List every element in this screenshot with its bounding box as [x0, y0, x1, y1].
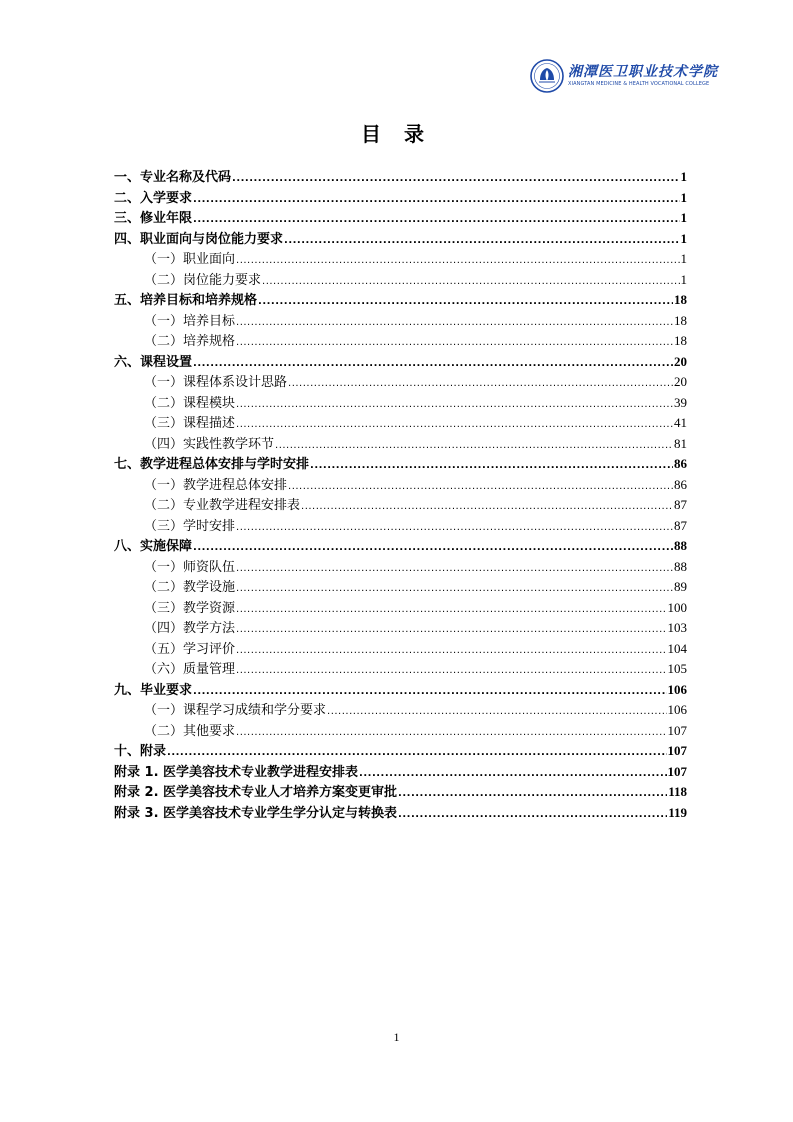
toc-entry-page: 18: [674, 333, 687, 348]
toc-dot-leader: [236, 563, 673, 574]
toc-entry-page: 105: [667, 661, 687, 676]
toc-dot-leader: [167, 747, 666, 758]
toc-entry-page: 86: [674, 456, 687, 471]
toc-entry-label: （三）课程描述: [144, 416, 236, 431]
toc-dot-leader: [236, 665, 666, 676]
toc-subsection-entry[interactable]: [114, 515, 687, 536]
toc-entry-page: 1: [680, 271, 687, 287]
toc-dot-leader: [236, 624, 666, 635]
toc-subsection-entry[interactable]: [114, 699, 687, 720]
table-of-contents: [114, 166, 687, 822]
toc-entry-label: （四）实践性教学环节: [144, 436, 275, 452]
toc-entry-page: 20: [674, 374, 687, 389]
toc-dot-leader: [288, 481, 673, 492]
toc-entry-label: （一）课程体系设计思路: [144, 375, 288, 390]
toc-dot-leader: [310, 460, 673, 471]
toc-entry-page: 88: [674, 538, 687, 553]
toc-entry-label: （二）教学设施: [144, 580, 236, 595]
toc-dot-leader: [398, 788, 667, 799]
toc-entry-page: 86: [674, 476, 687, 492]
toc-dot-leader: [236, 419, 673, 430]
toc-entry-page: 20: [674, 353, 687, 369]
logo-chinese-name: 湘潭医卫职业技术学院: [568, 64, 718, 80]
toc-entry-label: （二）专业教学进程安排表: [144, 498, 301, 513]
toc-entry-page: 39: [674, 394, 687, 410]
toc-subsection-entry[interactable]: [114, 433, 687, 454]
toc-entry-page: 18: [674, 292, 687, 307]
toc-entry-page: 1: [680, 169, 687, 184]
toc-entry-label: 附录 1. 医学美容技术专业教学进程安排表: [114, 764, 359, 780]
toc-dot-leader: [193, 542, 673, 553]
toc-entry-page: 1: [680, 189, 687, 205]
toc-section-entry[interactable]: [114, 351, 687, 372]
toc-subsection-entry[interactable]: [114, 310, 687, 331]
toc-entry-page: 106: [667, 681, 687, 697]
toc-entry-label: 十、附录: [114, 744, 167, 759]
toc-entry-page: 106: [667, 702, 687, 717]
toc-entry-page: 1: [680, 230, 687, 246]
toc-entry-label: （二）课程模块: [144, 395, 236, 411]
toc-entry-label: （一）课程学习成绩和学分要求: [144, 703, 327, 718]
toc-entry-page: 107: [667, 722, 687, 738]
toc-section-entry[interactable]: [114, 802, 687, 823]
toc-dot-leader: [327, 706, 666, 717]
toc-dot-leader: [236, 645, 666, 656]
toc-entry-label: （二）其他要求: [144, 723, 236, 739]
toc-entry-label: 一、专业名称及代码: [114, 170, 232, 185]
toc-dot-leader: [236, 255, 679, 266]
toc-entry-label: 二、入学要求: [114, 190, 193, 206]
toc-entry-label: 八、实施保障: [114, 539, 193, 554]
toc-entry-label: （一）培养目标: [144, 313, 236, 329]
toc-entry-page: 41: [674, 415, 687, 430]
toc-section-entry[interactable]: [114, 535, 687, 556]
college-logo: [530, 58, 718, 94]
toc-dot-leader: [288, 378, 673, 389]
toc-subsection-entry[interactable]: [114, 617, 687, 638]
page-number: 1: [393, 1030, 400, 1044]
toc-subsection-entry[interactable]: [114, 371, 687, 392]
toc-subsection-entry[interactable]: [114, 474, 687, 495]
toc-section-entry[interactable]: [114, 781, 687, 802]
toc-entry-label: （二）岗位能力要求: [144, 272, 262, 288]
toc-dot-leader: [236, 522, 673, 533]
toc-subsection-entry[interactable]: [114, 720, 687, 741]
toc-entry-page: 100: [667, 599, 687, 615]
toc-section-entry[interactable]: [114, 207, 687, 228]
toc-subsection-entry[interactable]: [114, 494, 687, 515]
toc-section-entry[interactable]: [114, 761, 687, 782]
toc-section-entry[interactable]: [114, 228, 687, 249]
toc-section-entry[interactable]: [114, 453, 687, 474]
toc-dot-leader: [236, 727, 666, 738]
toc-entry-page: 103: [667, 620, 687, 635]
toc-section-entry[interactable]: [114, 740, 687, 761]
toc-subsection-entry[interactable]: [114, 597, 687, 618]
toc-dot-leader: [359, 768, 666, 779]
toc-subsection-entry[interactable]: [114, 556, 687, 577]
toc-entry-page: 118: [668, 784, 687, 799]
toc-entry-page: 1: [680, 251, 687, 266]
toc-entry-label: 七、教学进程总体安排与学时安排: [114, 457, 310, 472]
toc-section-entry[interactable]: [114, 289, 687, 310]
toc-entry-label: （三）学时安排: [144, 518, 236, 534]
toc-entry-page: 107: [667, 763, 687, 779]
toc-section-entry[interactable]: [114, 187, 687, 208]
toc-entry-page: 81: [674, 435, 687, 451]
toc-dot-leader: [262, 276, 679, 287]
toc-subsection-entry[interactable]: [114, 248, 687, 269]
toc-entry-page: 18: [674, 312, 687, 328]
toc-entry-label: 六、课程设置: [114, 354, 193, 370]
toc-dot-leader: [193, 686, 666, 697]
toc-entry-label: （一）教学进程总体安排: [144, 477, 288, 493]
page-title: 目 录: [361, 122, 432, 146]
toc-entry-page: 104: [667, 640, 687, 656]
toc-entry-label: 附录 3. 医学美容技术专业学生学分认定与转换表: [114, 805, 398, 821]
toc-entry-page: 89: [674, 579, 687, 594]
toc-entry-label: 九、毕业要求: [114, 682, 193, 698]
toc-subsection-entry[interactable]: [114, 658, 687, 679]
toc-entry-page: 119: [668, 804, 687, 820]
toc-subsection-entry[interactable]: [114, 412, 687, 433]
toc-subsection-entry[interactable]: [114, 638, 687, 659]
toc-dot-leader: [236, 399, 673, 410]
toc-dot-leader: [275, 440, 673, 451]
toc-dot-leader: [236, 583, 673, 594]
toc-entry-label: （五）学习评价: [144, 641, 236, 657]
toc-entry-label: （一）师资队伍: [144, 559, 236, 575]
toc-subsection-entry[interactable]: [114, 330, 687, 351]
toc-entry-label: （四）教学方法: [144, 621, 236, 636]
toc-entry-page: 1: [680, 210, 687, 225]
toc-dot-leader: [193, 214, 679, 225]
toc-entry-page: 107: [667, 743, 687, 758]
toc-entry-label: 附录 2. 医学美容技术专业人才培养方案变更审批: [114, 785, 398, 800]
toc-entry-page: 87: [674, 497, 687, 512]
toc-entry-page: 88: [674, 558, 687, 574]
toc-entry-label: 五、培养目标和培养规格: [114, 293, 258, 308]
toc-entry-label: （一）职业面向: [144, 252, 236, 267]
toc-dot-leader: [398, 809, 667, 820]
toc-subsection-entry[interactable]: [114, 392, 687, 413]
college-emblem-icon: [530, 59, 564, 93]
toc-entry-page: 87: [674, 517, 687, 533]
toc-entry-label: （三）教学资源: [144, 600, 236, 616]
toc-entry-label: 四、职业面向与岗位能力要求: [114, 231, 284, 247]
toc-dot-leader: [193, 358, 673, 369]
toc-dot-leader: [236, 604, 666, 615]
toc-dot-leader: [301, 501, 673, 512]
toc-entry-label: （六）质量管理: [144, 662, 236, 677]
toc-dot-leader: [284, 235, 679, 246]
toc-section-entry[interactable]: [114, 679, 687, 700]
logo-english-name: XIANGTAN MEDICINE & HEALTH VOCATIONAL COLLEGE: [568, 81, 710, 87]
toc-entry-label: 三、修业年限: [114, 211, 193, 226]
toc-entry-label: （二）培养规格: [144, 334, 236, 349]
toc-dot-leader: [232, 173, 679, 184]
toc-dot-leader: [236, 337, 673, 348]
toc-dot-leader: [193, 194, 679, 205]
toc-section-entry[interactable]: [114, 166, 687, 187]
toc-subsection-entry[interactable]: [114, 269, 687, 290]
toc-dot-leader: [258, 296, 673, 307]
toc-subsection-entry[interactable]: [114, 576, 687, 597]
toc-dot-leader: [236, 317, 673, 328]
